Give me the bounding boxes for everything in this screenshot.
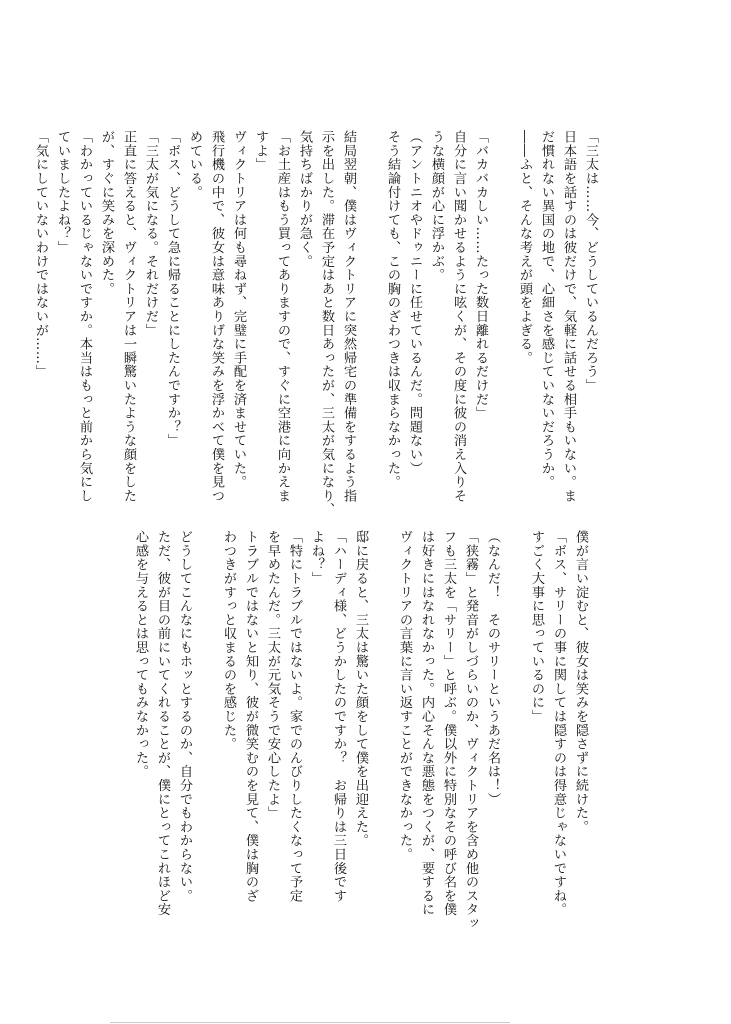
text-line: 「お土産はもう買ってありますので、すぐに空港に向かえま <box>275 130 290 503</box>
text-line: 「ボス、どうして急に帰ることにしたんですか？」 <box>165 130 180 448</box>
text-line: 僕が言い淀むと、彼女は笑みを隠さずに続けた。 <box>573 530 588 834</box>
text-line: 「気にしていないわけではないが……」 <box>33 130 48 379</box>
text-line: 「特にトラブルではないよ。家でのんびりしたくなって予定 <box>287 530 302 903</box>
text-line: 「狭霧」と発音がしづらいのか、ヴィクトリアを含め他のスタッ <box>463 530 478 931</box>
text-line: 邸に戻ると、三太は驚いた顔をして僕を出迎えた。 <box>353 530 368 848</box>
top-text-block <box>33 130 601 517</box>
text-line: 自分に言い聞かせるように呟くが、その度に彼の消え入りそ <box>451 130 466 503</box>
text-line: だ慣れない異国の地で、心細さを感じていないだろうか。 <box>539 130 554 489</box>
text-line: を早めたんだ。三太が元気そうで安心したよ」 <box>265 530 280 820</box>
text-line: （なんだ！ そのサリーというあだ名は！） <box>485 530 500 806</box>
text-line: は好きにはなれなかった。内心そんな悪態をつくが、要するに <box>419 530 434 917</box>
text-line: 「バカバカしい……たった数日離れるだけだ」 <box>473 130 488 420</box>
text-line <box>503 530 525 905</box>
text-line: どうしてこんなにもホッとするのか、自分でもわからない。 <box>177 530 192 903</box>
text-line: が、すぐに笑みを深めた。 <box>99 130 114 296</box>
text-line: ヴィクトリアは何も尋ねず、完璧に手配を済ませていた。 <box>231 130 246 489</box>
text-line: うな横顔が心に浮かぶ。 <box>429 130 444 282</box>
text-line: 心感を与えるとは思ってもみなかった。 <box>133 530 148 779</box>
text-line: 示を出した。滞在予定はあと数日あったが、三太が気になり、 <box>319 130 334 517</box>
footer-rule <box>110 1022 510 1023</box>
text-line: 気持ちばかりが急く。 <box>297 130 312 268</box>
text-line: 「三太は……今、どうしているんだろう」 <box>583 130 598 393</box>
text-line <box>371 530 393 905</box>
text-line: 「ハーディ様、どうかしたのですか？ お帰りは三日後です <box>331 530 346 903</box>
text-line: （アントニオやドゥニーに任せているんだ。問題ない） <box>407 130 422 475</box>
text-line: 「ボス、サリーの事に関しては隠すのは得意じゃないですね。 <box>551 530 566 917</box>
text-line: そう結論付けても、この胸のざわつきは収まらなかった。 <box>385 130 400 489</box>
text-line: 結局翌朝、僕はヴィクトリアに突然帰宅の準備をするよう指 <box>341 130 356 503</box>
text-line: トラブルではないと知り、彼が微笑むのを見て、僕は胸のざ <box>243 530 258 903</box>
text-line: 飛行機の中で、彼女は意味ありげな笑みを浮かべて僕を見つ <box>209 130 224 503</box>
text-line: 日本語を話すのは彼だけで、気軽に話せる相手もいない。ま <box>561 130 576 503</box>
text-line: よね？」 <box>309 530 324 586</box>
text-line: すよ」 <box>253 130 268 172</box>
text-line: ていましたよね？」 <box>55 130 70 255</box>
text-line: 「わかっているじゃないですか。本当はもっと前から気にし <box>77 130 92 503</box>
text-line <box>195 530 217 905</box>
text-line: ヴィクトリアの言葉に言い返すことができなかった。 <box>397 530 412 862</box>
text-line: めている。 <box>187 130 202 199</box>
bottom-text-block <box>131 530 591 931</box>
text-line <box>491 130 513 475</box>
text-line: フも三太を「サリー」と呼ぶ。僕以外に特別なその呼び名を僕 <box>441 530 456 917</box>
text-line: 「三太が気になる。それだけだ」 <box>143 130 158 337</box>
text-line: ――ふと、そんな考えが頭をよぎる。 <box>517 130 532 365</box>
text-line: 正直に答えると、ヴィクトリアは一瞬驚いたような顔をした <box>121 130 136 503</box>
text-line: わつきがすっと収まるのを感じた。 <box>221 530 236 751</box>
text-line <box>359 130 381 475</box>
text-line: ただ、彼が目の前にいてくれることが、僕にとってこれほど安 <box>155 530 170 917</box>
text-line: すごく大事に思っているのに」 <box>529 530 544 724</box>
